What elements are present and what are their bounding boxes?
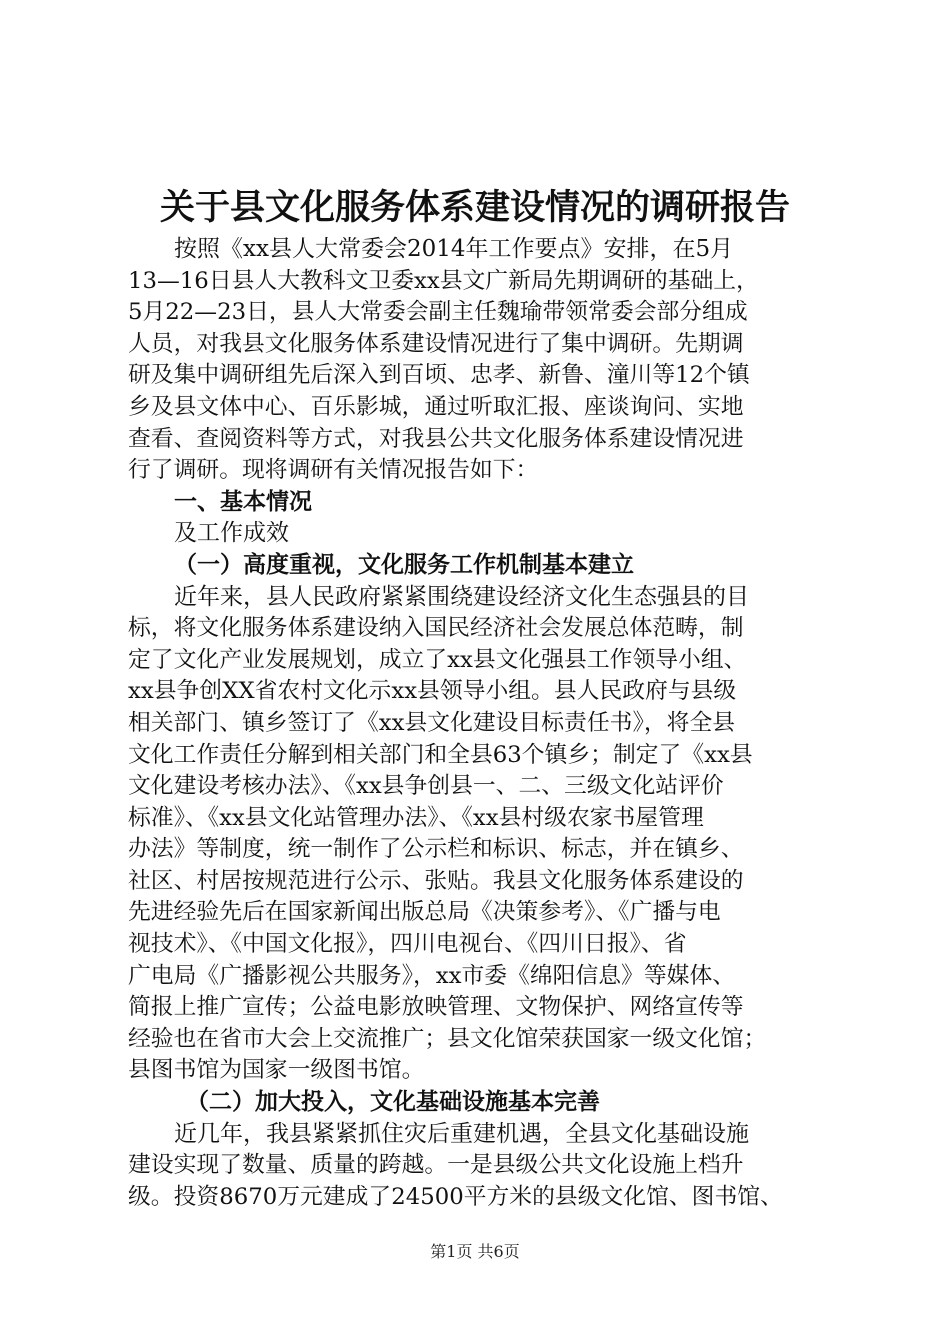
paragraph-line: 13—16日县人大教科文卫委xx县文广新局先期调研的基础上， [128, 267, 759, 294]
paragraph-line: 5月22—23日，县人大常委会副主任魏瑜带领常委会部分组成 [128, 299, 748, 326]
paragraph-line: 广电局《广播影视公共服务》，xx市委《绵阳信息》等媒体、 [128, 962, 736, 989]
paragraph-line: 行了调研。现将调研有关情况报告如下： [128, 457, 539, 484]
paragraph-line: xx县争创XX省农村文化示xx县领导小组。县人民政府与县级 [128, 678, 737, 705]
paragraph-line: 乡及县文体中心、百乐影城，通过听取汇报、座谈询问、实地 [128, 393, 744, 420]
paragraph-line: 文化建设考核办法》、《xx县争创县一、二、三级文化站评价 [128, 773, 724, 800]
subsection-heading: （一）高度重视，文化服务工作机制基本建立 [174, 551, 634, 578]
paragraph-line: 人员，对我县文化服务体系建设情况进行了集中调研。先期调 [128, 330, 744, 357]
paragraph-line: 办法》等制度，统一制作了公示栏和标识、标志，并在镇乡、 [128, 836, 744, 863]
paragraph-line: 视技术》、《中国文化报》，四川电视台、《四川日报》、省 [128, 931, 687, 958]
paragraph-line: 文化工作责任分解到相关部门和全县63个镇乡；制定了《xx县 [128, 741, 753, 768]
paragraph-line: 近几年，我县紧紧抓住灾后重建机遇，全县文化基础设施 [174, 1120, 749, 1147]
paragraph-line: 先进经验先后在国家新闻出版总局《决策参考》、《广播与电 [128, 899, 721, 926]
subsection-heading: （二）加大投入，文化基础设施基本完善 [186, 1089, 600, 1116]
document-title: 关于县文化服务体系建设情况的调研报告 [159, 188, 790, 228]
paragraph-line: 相关部门、镇乡签订了《xx县文化建设目标责任书》，将全县 [128, 709, 736, 736]
paragraph-line: 标，将文化服务体系建设纳入国民经济社会发展总体范畴，制 [128, 615, 744, 642]
paragraph-line: 经验也在省市大会上交流推广；县文化馆荣获国家一级文化馆； [128, 1025, 767, 1052]
paragraph-line: 近年来，县人民政府紧紧围绕建设经济文化生态强县的目 [174, 583, 749, 610]
paragraph-line: 县图书馆为国家一级图书馆。 [128, 1057, 425, 1084]
page-number-footer: 第1页 共6页 [430, 1242, 520, 1261]
paragraph-line: 标准》、《xx县文化站管理办法》、《xx县村级农家书屋管理 [128, 804, 704, 831]
paragraph-line: 社区、村居按规范进行公示、张贴。我县文化服务体系建设的 [128, 867, 744, 894]
paragraph-line: 按照《xx县人大常委会2014年工作要点》安排，在5月 [174, 236, 734, 262]
paragraph-line: 研及集中调研组先后深入到百顷、忠孝、新鲁、潼川等12个镇 [128, 362, 750, 389]
paragraph-line: 定了文化产业发展规划，成立了xx县文化强县工作领导小组、 [128, 646, 747, 673]
section-heading: 一、基本情况 [174, 488, 312, 515]
paragraph-line: 查看、查阅资料等方式，对我县公共文化服务体系建设情况进 [128, 425, 744, 452]
paragraph-line: 简报上推广宣传；公益电影放映管理、文物保护、网络宣传等 [128, 994, 744, 1021]
paragraph-line: 级。投资8670万元建成了24500平方米的县级文化馆、图书馆、 [128, 1183, 783, 1210]
section-heading-continuation: 及工作成效 [174, 520, 289, 547]
paragraph-line: 建设实现了数量、质量的跨越。一是县级公共文化设施上档升 [128, 1152, 744, 1179]
document-body [128, 234, 828, 1213]
